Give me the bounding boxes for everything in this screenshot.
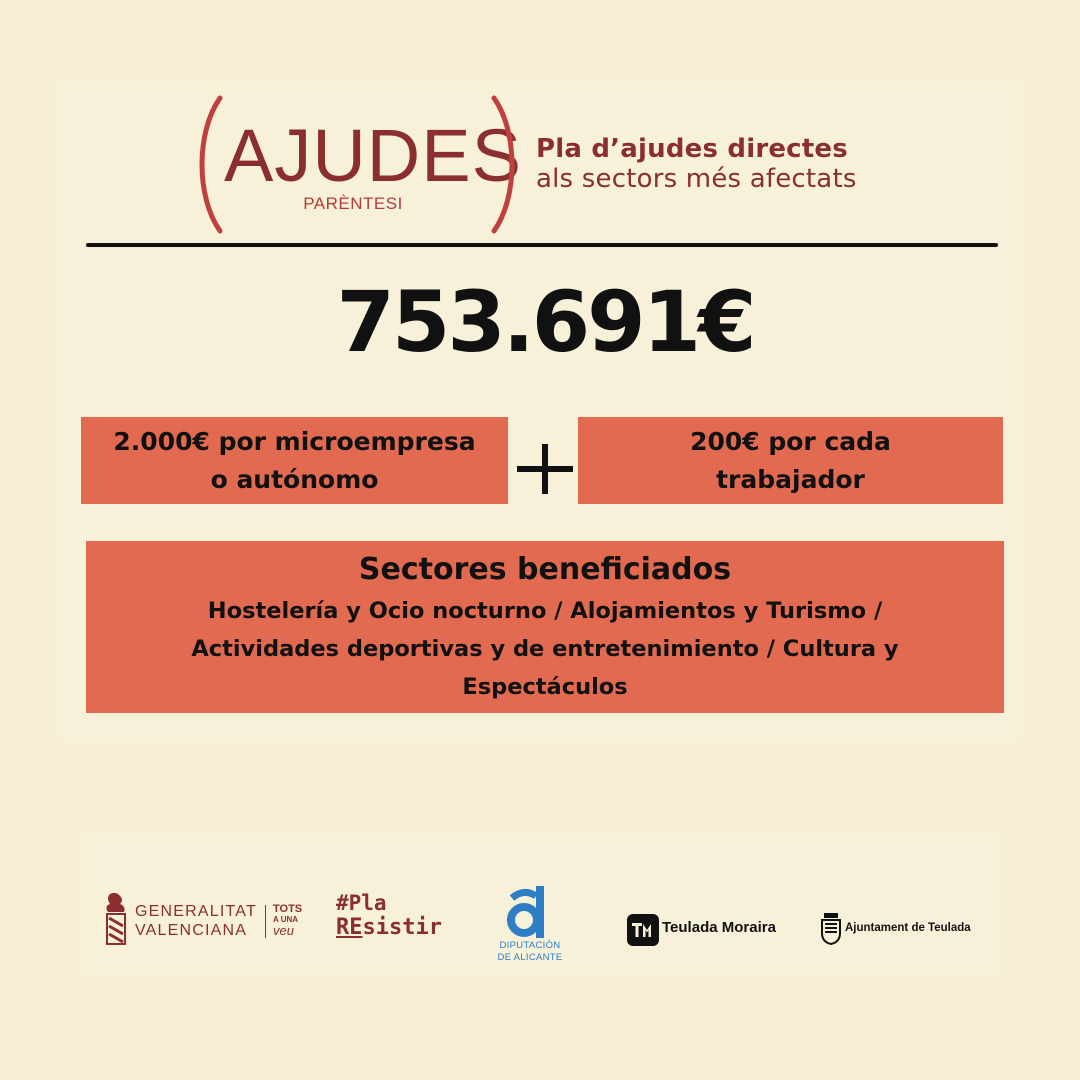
aid-microenterprise-box bbox=[81, 417, 508, 504]
teulada-moraira-logo-icon bbox=[627, 914, 659, 946]
pla-resistir-re: RE bbox=[336, 915, 363, 940]
pla-resistir-rest: sistir bbox=[362, 915, 442, 940]
generalitat-separator bbox=[265, 905, 266, 938]
generalitat-line2: VALENCIANA bbox=[135, 922, 248, 939]
sectors-line2: Actividades deportivas y de entretenimiento / Cultura y bbox=[191, 636, 899, 662]
ajudes-logo-subtitle: PARÈNTESI bbox=[303, 194, 403, 213]
aid-microenterprise-line2: o autónomo bbox=[210, 464, 379, 494]
diputacion-line1: DIPUTACIÓN bbox=[499, 940, 561, 951]
aid-per-worker-line2: trabajador bbox=[716, 464, 865, 494]
generalitat-crest-icon bbox=[102, 892, 130, 950]
sectors-line3: Espectáculos bbox=[462, 674, 628, 700]
sectors-title: Sectores beneficiados bbox=[358, 552, 732, 587]
pla-resistir-line2 bbox=[336, 915, 442, 941]
ajuntament-crest-icon bbox=[820, 913, 842, 945]
pla-resistir-logo bbox=[336, 892, 442, 941]
ajuntament-wordmark: Ajuntament de Teulada bbox=[845, 922, 971, 934]
generalitat-wordmark bbox=[135, 902, 257, 940]
aid-per-worker-box bbox=[578, 417, 1003, 504]
diputacion-wordmark bbox=[494, 940, 566, 964]
diputacion-logo-icon bbox=[506, 884, 556, 940]
generalitat-line1: GENERALITAT bbox=[135, 903, 257, 920]
sectors-line1: Hostelería y Ocio nocturno / Alojamientos y Turismo / bbox=[207, 598, 883, 624]
tots-line2: A UNA bbox=[273, 915, 299, 924]
diputacion-line2: DE ALICANTE bbox=[497, 952, 563, 963]
sectors-box bbox=[86, 541, 1004, 713]
tagline-line1: Pla d’ajudes directes bbox=[536, 134, 848, 164]
aid-per-worker-line1: 200€ por cada bbox=[690, 426, 891, 456]
total-amount: 753.691€ bbox=[336, 273, 754, 371]
tots-line1: TOTS bbox=[273, 903, 303, 915]
ajudes-logo-word: AJUDES bbox=[224, 114, 522, 197]
aid-microenterprise-line1: 2.000€ por microempresa bbox=[113, 426, 476, 456]
plus-icon bbox=[515, 444, 575, 494]
tagline-line2: als sectors més afectats bbox=[536, 164, 857, 194]
pla-resistir-line1: #Pla bbox=[336, 891, 387, 915]
tots-line3: veu bbox=[273, 923, 294, 938]
right-parenthesis-icon bbox=[484, 92, 534, 237]
teulada-moraira-wordmark: Teulada Moraira bbox=[662, 919, 776, 936]
tots-a-una-veu-wordmark bbox=[273, 904, 302, 936]
divider bbox=[86, 243, 998, 247]
